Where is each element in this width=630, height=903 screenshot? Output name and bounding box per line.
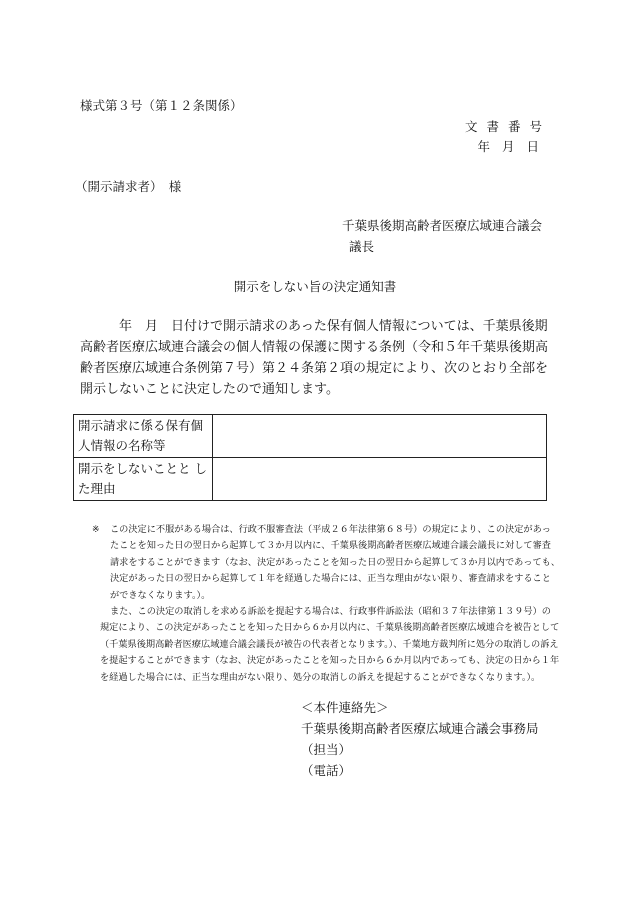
form-label: 様式第３号（第１２条関係）: [80, 98, 243, 113]
info-table: [73, 414, 547, 501]
notes: [86, 522, 560, 686]
contact-heading: ＜本件連絡先＞: [301, 700, 389, 715]
contact-office: 千葉県後期高齢者医療広域連合議会事務局: [301, 721, 539, 736]
table-label-reason: 開示をしないことと した理由: [74, 458, 213, 501]
sender-title: 議長: [349, 239, 375, 254]
table-value-reason: [213, 458, 547, 501]
table-row: [74, 415, 547, 458]
contact-person: （担当）: [301, 742, 352, 757]
note-appeal: この決定に不服がある場合は、行政不服審査法（平成２６年法律第６８号）の規定により、この決定があったことを知った日の翌日から起算して３か月以内に、千葉県後期高齢者医療広域連合議会議長に対して審査請求をすることができます（なお、決定があったことを知った日の翌日から起算して３か月以内であっても、決定があった日の翌日から起算して１年を経過した場合には、正当な理由がない限り、審査請求をすることができなくなります。）。: [110, 524, 561, 601]
sender-organization: 千葉県後期高齢者医療広域連合議会: [342, 218, 543, 233]
contact-block: [301, 697, 539, 781]
table-label-info-name: 開示請求に係る保有個人情報の名称等: [74, 415, 213, 458]
table-row: [74, 458, 547, 501]
document-title: 開示をしない旨の決定通知書: [233, 279, 397, 294]
table-value-info-name: [213, 415, 547, 458]
contact-phone: （電話）: [301, 763, 352, 778]
body-text: [80, 316, 558, 400]
recipient: （開示請求者） 様: [75, 179, 182, 194]
note-lawsuit: また、この決定の取消しを求める訴訟を提起する場合は、行政事件訴訟法（昭和３７年法律第１３９号）の規定により、この決定があったことを知った日から６か月以内に、千葉県後期高齢者医療広域連合を被告として（千葉県後期高齢者医療広域連合議会議長が被告の代表者となります。）、千葉地方裁判所に処分の取消しの訴えを提起することができます（なお、決定があったことを知った日から６か月以内であっても、決定の日から１年を経過した場合には、正当な理由がない限り、処分の取消しの訴えを提起することができなくなります。）。: [100, 606, 560, 683]
date-line: 年月日: [477, 139, 551, 154]
document-number: 文書番号: [464, 119, 551, 134]
note-mark: ※: [92, 524, 100, 535]
body-paragraph: 年 月 日付けで開示請求のあった保有個人情報については、千葉県後期高齢者医療広域連合議会の個人情報の保護に関する条例（令和５年千葉県後期高齢者医療広域連合条例第７号）第２４条第２項の規定により、次のとおり全部を開示しないことに決定したので通知します。: [80, 319, 549, 397]
